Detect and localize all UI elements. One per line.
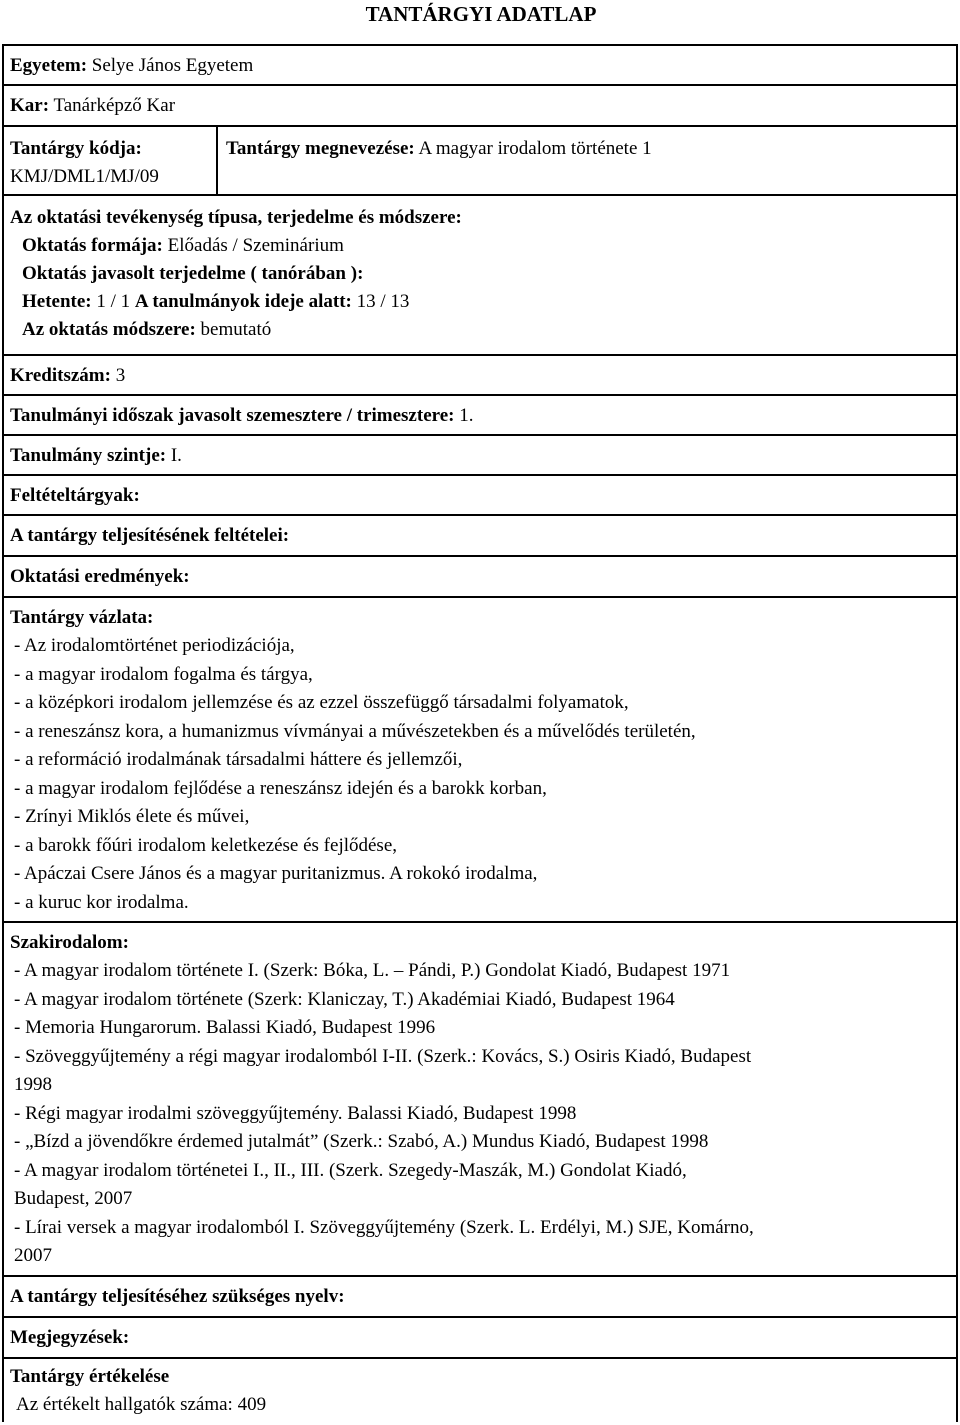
notes-label: Megjegyzések: bbox=[10, 1327, 130, 1348]
literature-list bbox=[14, 957, 754, 1271]
literature-line: 2007 bbox=[14, 1245, 52, 1266]
weekly-value: 1 / 1 bbox=[96, 291, 131, 312]
document-title: TANTÁRGYI ADATLAP bbox=[365, 2, 597, 26]
row-language bbox=[4, 1277, 956, 1318]
literature-line: - A magyar irodalom történetei I., II., III. (Szerk. Szegedy-Maszák, M.) Gondolat Kiadó, bbox=[14, 1159, 687, 1181]
completion-conditions-label: A tantárgy teljesítésének feltételei: bbox=[10, 525, 290, 546]
faculty-value: Tanárképző Kar bbox=[53, 95, 176, 116]
row-faculty bbox=[4, 86, 956, 127]
prerequisites-label: Feltételtárgyak: bbox=[10, 485, 140, 506]
evaluation-label: Tantárgy értékelése bbox=[10, 1366, 170, 1387]
course-code-value: KMJ/DML1/MJ/09 bbox=[10, 166, 159, 187]
credits-label: Kreditszám: bbox=[10, 365, 111, 386]
scope-label: Oktatás javasolt terjedelme ( tanórában ): bbox=[22, 263, 364, 284]
row-completion-conditions bbox=[4, 516, 956, 557]
method-value: bemutató bbox=[200, 319, 272, 340]
literature-line: Budapest, 2007 bbox=[14, 1188, 133, 1209]
outline-item: - a középkori irodalom jellemzése és az ezzel összefüggő társadalmi folyamatok, bbox=[14, 692, 629, 713]
row-activity bbox=[4, 196, 956, 356]
cell-course-code bbox=[4, 127, 218, 194]
period-label: Tanulmányi időszak javasolt szemesztere / trimesztere: bbox=[10, 405, 455, 426]
course-name-label: Tantárgy megnevezése: bbox=[226, 138, 415, 159]
university-value: Selye János Egyetem bbox=[91, 55, 254, 76]
language-label: A tantárgy teljesítéséhez szükséges nyelv: bbox=[10, 1286, 345, 1307]
level-label: Tanulmány szintje: bbox=[10, 445, 167, 466]
literature-line: - Régi magyar irodalmi szöveggyűjtemény. Balassi Kiadó, Budapest 1998 bbox=[14, 1102, 577, 1124]
literature-line: - Szöveggyűjtemény a régi magyar irodalomból I-II. (Szerk.: Kovács, S.) Osiris Kiadó, Budapest bbox=[14, 1045, 752, 1067]
credits-value: 3 bbox=[115, 365, 126, 386]
form-label: Oktatás formája: bbox=[22, 235, 163, 256]
outline-item: - Apáczai Csere János és a magyar puritanizmus. A rokokó irodalma, bbox=[14, 863, 538, 884]
faculty-label: Kar: bbox=[10, 95, 50, 116]
row-level bbox=[4, 436, 956, 476]
outline-item: - Az irodalomtörténet periodizációja, bbox=[14, 635, 295, 656]
outline-label: Tantárgy vázlata: bbox=[10, 607, 154, 628]
literature-line: - A magyar irodalom története I. (Szerk: Bóka, L. – Pándi, P.) Gondolat Kiadó, Budapest 1971 bbox=[14, 960, 731, 981]
row-literature bbox=[4, 923, 956, 1277]
course-sheet-table bbox=[2, 44, 958, 1422]
row-credits bbox=[4, 356, 956, 396]
row-university bbox=[4, 46, 956, 86]
row-learning-outcomes bbox=[4, 557, 956, 598]
literature-line: 1998 bbox=[14, 1074, 52, 1095]
weekly-label: Hetente: bbox=[22, 291, 92, 312]
outline-item: - Zrínyi Miklós élete és művei, bbox=[14, 806, 250, 827]
literature-line: - Memoria Hungarorum. Balassi Kiadó, Budapest 1996 bbox=[14, 1017, 436, 1038]
literature-label: Szakirodalom: bbox=[10, 932, 129, 953]
semester-label: A tanulmányok ideje alatt: bbox=[134, 291, 352, 312]
evaluated-count-value: 409 bbox=[237, 1394, 267, 1415]
university-label: Egyetem: bbox=[10, 55, 88, 76]
outline-item: - a barokk főúri irodalom keletkezése és fejlődése, bbox=[14, 834, 398, 856]
evaluated-count-label: Az értékelt hallgatók száma: bbox=[16, 1394, 233, 1415]
row-period bbox=[4, 396, 956, 436]
outline-item: - a magyar irodalom fogalma és tárgya, bbox=[14, 663, 313, 685]
activity-heading: Az oktatási tevékenység típusa, terjedelme és módszere: bbox=[10, 207, 462, 228]
semester-value: 13 / 13 bbox=[356, 291, 410, 312]
row-prerequisites bbox=[4, 476, 956, 516]
literature-line: - A magyar irodalom története (Szerk: Klaniczay, T.) Akadémiai Kiadó, Budapest 1964 bbox=[14, 988, 675, 1010]
row-notes bbox=[4, 1318, 956, 1359]
outline-item: - a magyar irodalom fejlődése a reneszánsz idején és a barokk korban, bbox=[14, 777, 547, 799]
outline-item: - a reneszánsz kora, a humanizmus vívmányai a művészetekben és a művelődés területén, bbox=[14, 720, 696, 742]
form-value: Előadás / Szeminárium bbox=[167, 235, 344, 256]
outline-item: - a reformáció irodalmának társadalmi háttere és jellemzői, bbox=[14, 749, 463, 770]
row-outline bbox=[4, 598, 956, 923]
row-course-code-name bbox=[4, 127, 956, 196]
course-name-value: A magyar irodalom története 1 bbox=[418, 138, 652, 159]
cell-course-name bbox=[218, 127, 956, 194]
level-value: I. bbox=[170, 445, 182, 466]
literature-line: - „Bízd a jövendőkre érdemed jutalmát” (Szerk.: Szabó, A.) Mundus Kiadó, Budapest 1998 bbox=[14, 1131, 709, 1152]
row-evaluation bbox=[4, 1359, 956, 1424]
outline-list bbox=[14, 632, 696, 917]
literature-line: - Lírai versek a magyar irodalomból I. Szöveggyűjtemény (Szerk. L. Erdélyi, M.) SJE, Komárno, bbox=[14, 1216, 754, 1238]
method-label: Az oktatás módszere: bbox=[22, 319, 196, 340]
outline-item: - a kuruc kor irodalma. bbox=[14, 891, 189, 913]
course-code-label: Tantárgy kódja: bbox=[10, 138, 142, 159]
period-value: 1. bbox=[459, 405, 474, 426]
learning-outcomes-label: Oktatási eredmények: bbox=[10, 566, 190, 587]
